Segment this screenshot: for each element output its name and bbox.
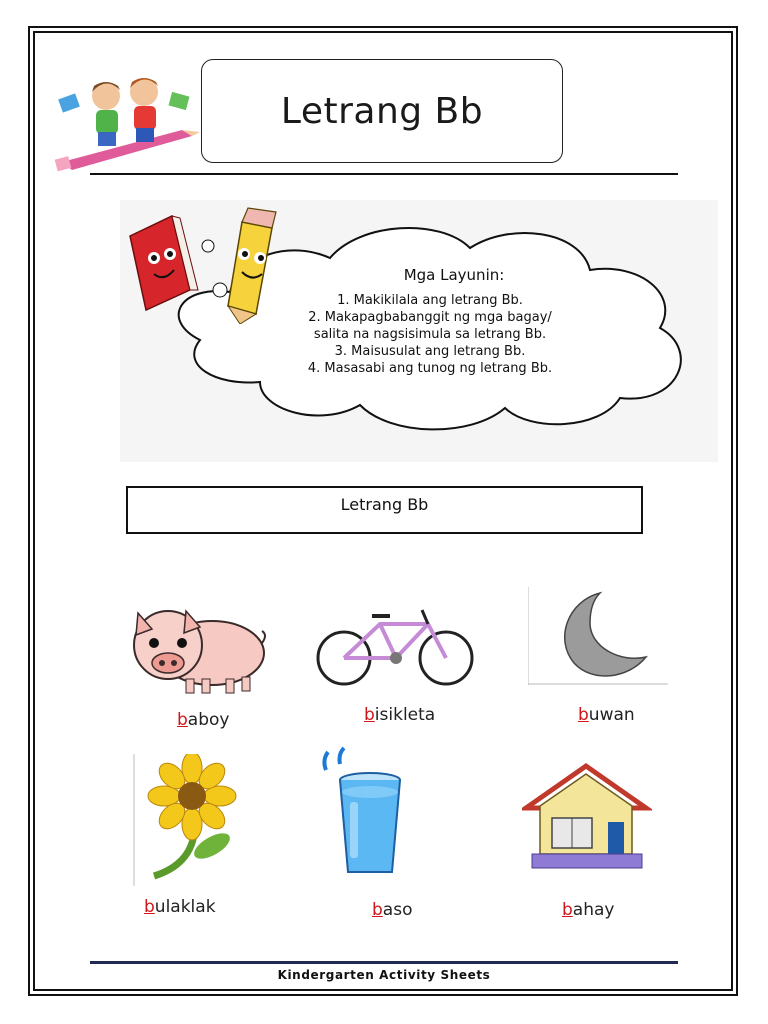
title-box xyxy=(201,59,563,163)
objective-item: 2. Makapagbabanggit ng mga bagay/ xyxy=(308,310,552,325)
glass-icon xyxy=(320,746,420,878)
word-rest: isikleta xyxy=(374,705,436,725)
section-title: Letrang Bb xyxy=(340,495,429,514)
word-label xyxy=(177,710,229,730)
section-title-box xyxy=(126,486,643,534)
objective-item: 3. Maisusulat ang letrang Bb. xyxy=(334,344,526,359)
objectives-panel xyxy=(120,200,718,462)
objective-item: salita na nagsisimula sa letrang Bb. xyxy=(313,327,547,342)
word-label xyxy=(144,897,216,917)
objective-item: 1. Makikilala ang letrang Bb. xyxy=(337,293,523,308)
word-rest: uwan xyxy=(588,705,635,725)
word-first-letter: b xyxy=(578,705,589,725)
page-title: Letrang Bb xyxy=(280,90,484,132)
house-icon xyxy=(522,762,652,874)
word-rest: aso xyxy=(382,900,413,920)
word-first-letter: b xyxy=(177,710,188,730)
bicycle-icon xyxy=(310,606,480,686)
pig-icon xyxy=(126,603,266,699)
word-rest: aboy xyxy=(187,710,230,730)
objectives-list xyxy=(250,292,610,377)
objectives-heading: Mga Layunin: xyxy=(403,266,505,284)
word-first-letter: b xyxy=(372,900,383,920)
footer-text: Kindergarten Activity Sheets xyxy=(277,968,491,982)
footer-divider xyxy=(90,961,678,964)
word-label xyxy=(578,705,635,725)
word-label xyxy=(372,900,412,920)
moon-icon xyxy=(528,587,668,685)
objective-item: 4. Masasabi ang tunog ng letrang Bb. xyxy=(307,361,553,376)
flower-icon xyxy=(132,754,250,886)
word-first-letter: b xyxy=(144,897,155,917)
word-label xyxy=(364,705,435,725)
word-rest: ulaklak xyxy=(154,897,216,917)
word-label xyxy=(562,900,614,920)
title-divider xyxy=(90,173,678,175)
word-first-letter: b xyxy=(562,900,573,920)
kids-on-pencil-icon xyxy=(52,66,202,174)
word-rest: ahay xyxy=(572,900,615,920)
word-first-letter: b xyxy=(364,705,375,725)
